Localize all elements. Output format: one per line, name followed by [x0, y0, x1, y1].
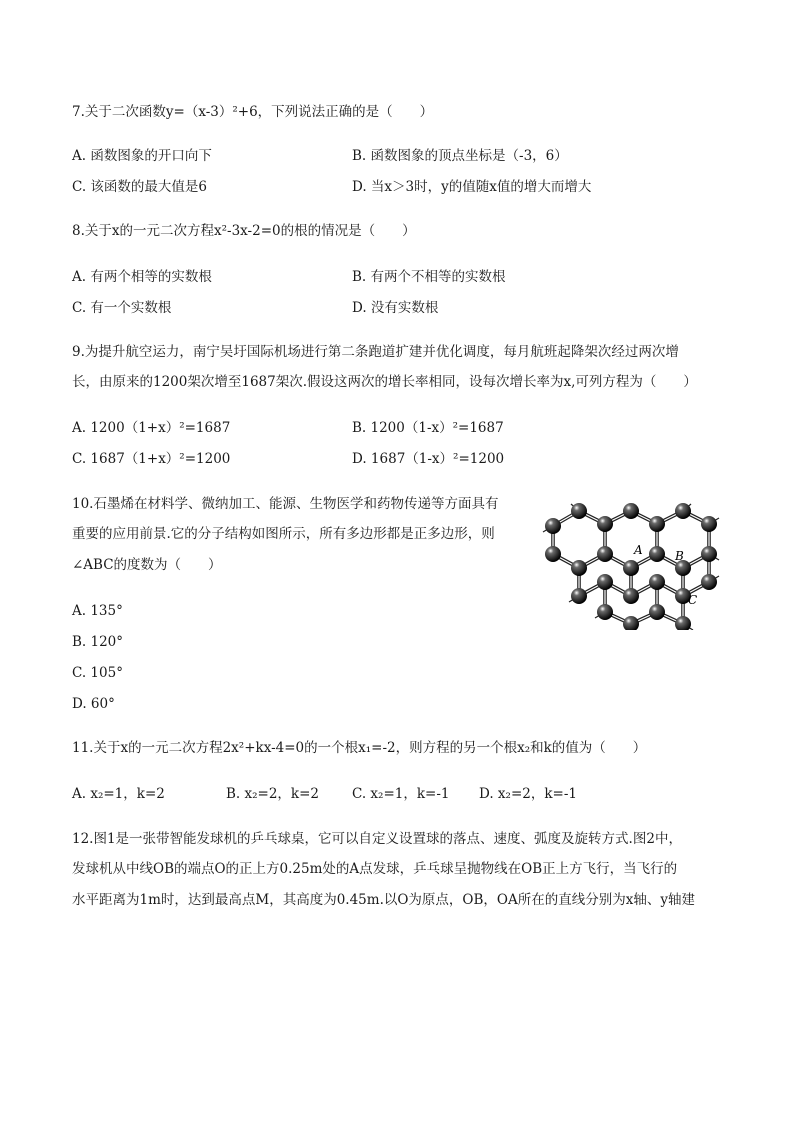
q10-stem-line3: ∠ABC的度数为（ ）: [72, 557, 222, 573]
carbon-atom: [571, 560, 587, 576]
carbon-atom: [623, 588, 639, 604]
carbon-atom: [597, 516, 613, 532]
q8-option-d: D. 没有实数根: [352, 300, 439, 316]
q10-stem-line2: 重要的应用前景.它的分子结构如图所示，所有多边形都是正多边形，则: [72, 526, 495, 542]
q7-stem: 7.关于二次函数y=（x-3）²+6，下列说法正确的是（ ）: [72, 104, 434, 120]
q11-option-b: B. x₂=2，k=2: [226, 786, 320, 802]
carbon-atom: [649, 574, 665, 590]
carbon-atom: [649, 546, 665, 562]
q9-option-c: C. 1687（1+x）²=1200: [72, 451, 231, 467]
q8-option-c: C. 有一个实数根: [72, 300, 172, 316]
q9-option-a: A. 1200（1+x）²=1687: [72, 420, 231, 436]
carbon-atom: [701, 574, 717, 590]
q9-stem-line2: 长，由原来的1200架次增至1687架次.假设这两次的增长率相同，设每次增长率为x,可列方程为（ ）: [72, 374, 697, 390]
q7-option-c: C. 该函数的最大值是6: [72, 179, 208, 195]
label-a: A: [634, 543, 643, 557]
carbon-atom: [701, 516, 717, 532]
q9-option-b: B. 1200（1-x）²=1687: [352, 420, 504, 436]
carbon-atom: [649, 604, 665, 620]
q12-line3: 水平距离为1m时，达到最高点M，其高度为0.45m.以O为原点，OB，OA所在的直线分别为x轴、y轴建: [72, 892, 695, 908]
carbon-atom: [545, 546, 561, 562]
carbon-atom: [675, 616, 691, 630]
q9-stem-line1: 9.为提升航空运力，南宁吴圩国际机场进行第二条跑道扩建并优化调度，每月航班起降架次经过两次增: [72, 344, 679, 360]
label-b: B: [675, 549, 684, 563]
carbon-atom: [597, 604, 613, 620]
graphene-structure-figure: [536, 494, 726, 630]
q7-option-b: B. 函数图象的顶点坐标是（-3，6）: [352, 148, 568, 164]
q10-option-d: D. 60°: [72, 696, 115, 712]
q10-option-c: C. 105°: [72, 665, 123, 681]
q10-option-a: A. 135°: [72, 603, 123, 619]
q10-stem-line1: 10.石墨烯在材料学、微纳加工、能源、生物医学和药物传递等方面具有: [72, 496, 499, 512]
carbon-atom: [649, 516, 665, 532]
q12-line2: 发球机从中线OB的端点O的正上方0.25m处的A点发球，乒乓球呈抛物线在OB正上方飞行，当飞行的: [72, 861, 678, 877]
carbon-atom: [623, 503, 639, 519]
q11-stem: 11.关于x的一元二次方程2x²+kx-4=0的一个根x₁=-2，则方程的另一个根x₂和k的值为（ ）: [72, 740, 647, 756]
carbon-atom: [545, 518, 561, 534]
q11-option-c: C. x₂=1，k=-1: [352, 786, 450, 802]
carbon-atom: [623, 560, 639, 576]
q8-option-a: A. 有两个相等的实数根: [72, 269, 212, 285]
q8-stem: 8.关于x的一元二次方程x²-3x-2=0的根的情况是（ ）: [72, 223, 416, 239]
carbon-atom: [597, 546, 613, 562]
carbon-atom: [597, 574, 613, 590]
q11-option-d: D. x₂=2，k=-1: [479, 786, 577, 802]
carbon-atom: [571, 503, 587, 519]
label-c: C: [688, 593, 698, 607]
q7-option-a: A. 函数图象的开口向下: [72, 148, 212, 164]
carbon-atom: [571, 588, 587, 604]
q8-option-b: B. 有两个不相等的实数根: [352, 269, 506, 285]
carbon-atom: [623, 616, 639, 630]
carbon-atom: [675, 503, 691, 519]
q7-option-d: D. 当x＞3时，y的值随x值的增大而增大: [352, 179, 592, 195]
q10-option-b: B. 120°: [72, 634, 124, 650]
carbon-atom: [701, 546, 717, 562]
q12-line1: 12.图1是一张带智能发球机的乒乓球桌，它可以自定义设置球的落点、速度、弧度及旋转方式.图2中，: [72, 831, 682, 847]
q9-option-d: D. 1687（1-x）²=1200: [352, 451, 505, 467]
q11-option-a: A. x₂=1，k=2: [72, 786, 165, 802]
